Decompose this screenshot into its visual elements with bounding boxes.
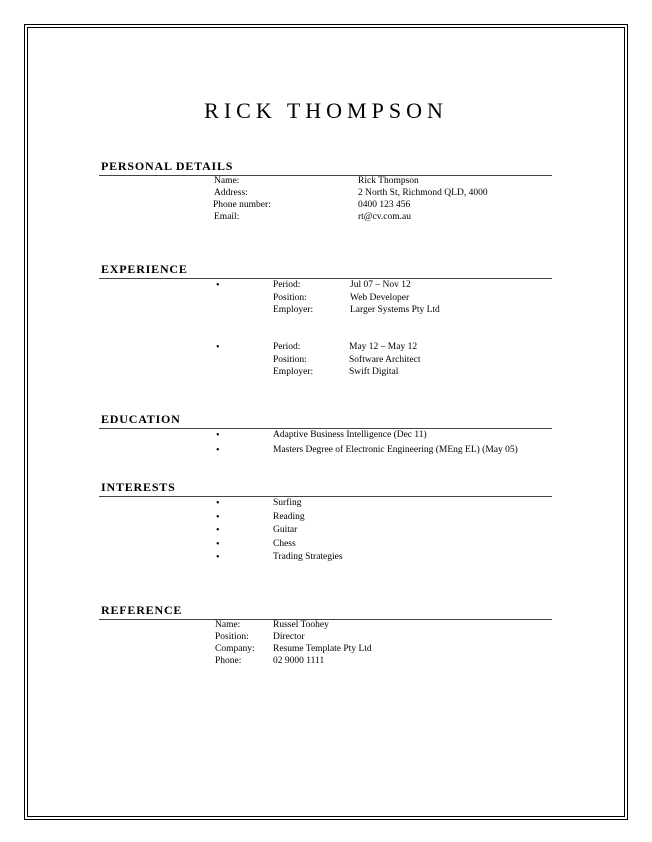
reference-value-name: Russel Toohey — [273, 620, 329, 630]
personal-label-phone: Phone number: — [213, 200, 271, 210]
interest-item: Surfing — [273, 498, 302, 508]
job-period-label: Period: — [273, 280, 301, 290]
reference-label-company: Company: — [215, 644, 255, 654]
education-item: Adaptive Business Intelligence (Dec 11) — [273, 430, 427, 440]
job-period: Jul 07 – Nov 12 — [350, 280, 411, 290]
section-rule — [99, 428, 552, 429]
reference-label-name: Name: — [215, 620, 241, 630]
section-rule — [99, 496, 552, 497]
section-heading-personal: PERSONAL DETAILS — [101, 159, 234, 173]
personal-label-name: Name: — [214, 176, 240, 186]
job-position: Software Architect — [349, 355, 421, 365]
job-period-label: Period: — [273, 342, 301, 352]
education-item: Masters Degree of Electronic Engineering (MEng EL) (May 05) — [273, 445, 518, 455]
personal-value-address: 2 North St, Richmond QLD, 4000 — [358, 188, 488, 198]
job-period: May 12 – May 12 — [349, 342, 418, 352]
interest-item: Trading Strategies — [273, 552, 343, 562]
job-position: Web Developer — [350, 293, 410, 303]
bullet-icon: • — [216, 280, 220, 291]
section-heading-education: EDUCATION — [101, 412, 181, 426]
bullet-icon: • — [216, 552, 220, 563]
personal-value-email: rt@cv.com.au — [358, 212, 411, 222]
reference-label-phone: Phone: — [215, 656, 242, 666]
section-heading-reference: REFERENCE — [101, 603, 183, 617]
personal-label-address: Address: — [214, 188, 248, 198]
reference-value-phone: 02 9000 1111 — [273, 656, 325, 666]
bullet-icon: • — [216, 525, 220, 536]
section-heading-interests: INTERESTS — [101, 480, 176, 494]
resume-name: RICK THOMPSON — [204, 98, 448, 123]
bullet-icon: • — [216, 512, 220, 523]
bullet-icon: • — [216, 342, 220, 353]
interest-item: Reading — [273, 512, 305, 522]
section-rule — [99, 175, 552, 176]
personal-label-email: Email: — [214, 212, 240, 222]
section-heading-experience: EXPERIENCE — [101, 262, 188, 276]
section-rule — [99, 278, 552, 279]
bullet-icon: • — [216, 445, 220, 456]
bullet-icon: • — [216, 498, 220, 509]
interest-item: Guitar — [273, 525, 298, 535]
job-position-label: Position: — [273, 293, 307, 303]
reference-label-position: Position: — [215, 632, 249, 642]
reference-value-position: Director — [273, 632, 305, 642]
bullet-icon: • — [216, 539, 220, 550]
personal-value-name: Rick Thompson — [358, 176, 419, 186]
job-employer: Swift Digital — [349, 367, 399, 377]
job-employer-label: Employer: — [273, 367, 314, 377]
job-position-label: Position: — [273, 355, 307, 365]
job-employer: Larger Systems Pty Ltd — [350, 305, 440, 315]
reference-value-company: Resume Template Pty Ltd — [273, 644, 372, 654]
interest-item: Chess — [273, 539, 296, 549]
personal-value-phone: 0400 123 456 — [358, 200, 411, 210]
job-employer-label: Employer: — [273, 305, 314, 315]
bullet-icon: • — [216, 430, 220, 441]
